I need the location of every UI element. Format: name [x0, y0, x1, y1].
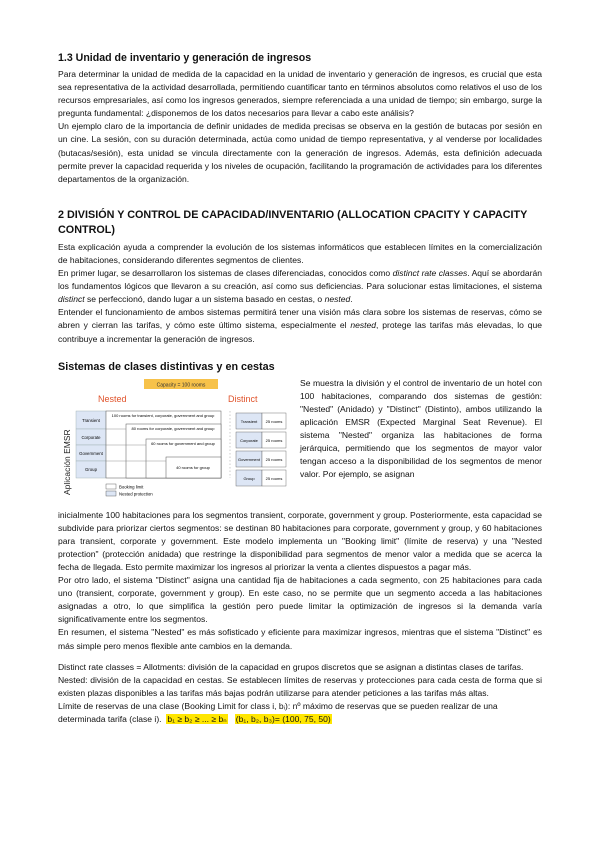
emsr-axis-label: Aplicación EMSR: [62, 428, 72, 495]
section-2-paragraph-2: En primer lugar, se desarrollaron los sistemas de clases diferenciadas, conocidos como distinct rate classes. Aquí se abordarán los fundamentos lógicos que llevaron a su creación, así como sus deficiencias. Para solucionar estas limitaciones, el sistema distinct se perfeccionó, dando lugar a un sistema basado en cestas, o nested.: [58, 268, 543, 305]
right-row-value: 25 rooms: [265, 456, 283, 462]
left-row-label: Government: [79, 450, 103, 456]
left-row-label: Transient: [82, 417, 100, 423]
nested-continuation: inicialmente 100 habitaciones para los segmentos transient, corporate, government y group. Posteriormente, esta capacidad se subdivide para priorizar ciertos segmentos: se destinan 80 habitaciones para corporate, government y group, y 60 habitaciones para transient, corporate y government. Este modelo implementa un "Booking limit" (límite de reserva) y una "Nested protection" (protección anidada) que restringe la disponibilidad para segmentos de menor valor a medida que se acerca la fecha de llegada. Esto permite maximizar los ingresos al priorizar la venta a clientes dispuestos a pagar más.: [58, 509, 542, 572]
left-row-label: Corporate: [81, 434, 101, 440]
right-row-label: Government: [237, 456, 261, 462]
distinct-label: Distinct: [228, 393, 258, 404]
section-1-3-paragraph-1: Para determinar la unidad de medida de la capacidad en la unidad de inventario y generación de ingresos, es crucial que esta sea representativa de la actividad desarrollada, permitiendo cuantificar tanto en términos absolutos como relativos el uso de los recursos empresariales, así como los ingresos generados, siempre referenciada a una unidad de tiempo; sin embargo, surge la pregunta fundamental: ¿disponemos de los datos necesarios para llevar a cabo este análisis?: [58, 69, 542, 119]
document-page: [58, 52, 542, 726]
section-1-3-paragraph-2: Un ejemplo claro de la importancia de definir unidades de medida precisas se observa en la gestión de butacas por sesión en un cine. La sesión, con su duración determinada, actúa como unidad de tiempo representativa, y al venderse por localidades (butacas/sesión), esta unidad se vincula directamente con la generación de ingresos. Además, esta definición adecuada permite prever la capacidad requerida y los niveles de ocupación, facilitando la programación de actividades para los diferentes departamentos de la organización.: [58, 121, 542, 184]
distinct-paragraph: Por otro lado, el sistema "Distinct" asigna una cantidad fija de habitaciones a cada segmento, con 25 habitaciones para cada uno (transient, corporate, government y group). En este caso, no se permite que un segmento acceda a las habitaciones asignadas a otro, lo que simplifica la gestión pero puede limitar la optimización de ingresos si la demanda varía significativamente entre los segmentos.: [58, 575, 542, 625]
nested-protection-legend: Nested protection: [119, 491, 153, 497]
section-2-paragraph-3: Entender el funcionamiento de ambos sistemas permitirá tener una visión más clara sobre los sistemas de reservas, cómo se abren y cierran las tarifas, y cómo este último sistema, especialmente el nested, protege las tarifas más elevadas, lo que contribuye a incrementar la generación de ingresos.: [58, 307, 542, 344]
nested-cell-60: 60 rooms for government and group: [151, 440, 215, 446]
right-row-value: 25 rooms: [265, 437, 283, 443]
figure-description: Se muestra la división y el control de inventario de un hotel con 100 habitaciones, comparando dos sistemas de gestión: "Nested" (Anidado) y "Distinct" (Distinto), ambos utilizando la aplicación EMSR (Expected Marginal Seat Revenue). El sistema "Nested" organiza las habitaciones de forma jerárquica, permitiendo que los segmentos de mayor valor tengan acceso a la disponibilidad de los segmentos de menor valor. Por ejemplo, se asignan: [300, 377, 542, 480]
nested-cell-40: 40 rooms for group: [176, 464, 210, 470]
section-1-3-title: 1.3 Unidad de inventario y generación de ingresos: [58, 52, 312, 64]
definition-booking-limit: Límite de reservas de una clase (Booking Limit for class i, bᵢ): nº máximo de reservas que se pueden realizar de una determinada tarifa (clase i). b₁ ≥ b₂ ≥ ... ≥ bₙ (b₁, b₂, b₃)= (100, 75, 50): [58, 700, 498, 724]
right-row-value: 25 rooms: [265, 418, 283, 424]
right-row-label: Group: [243, 475, 255, 481]
subsection-title: Sistemas de clases distintivas y en cestas: [58, 360, 275, 373]
right-row-value: 25 rooms: [265, 475, 283, 481]
summary-paragraph: En resumen, el sistema "Nested" es más sofisticado y eficiente para maximizar ingresos, mientras que el sistema "Distinct" es más simple pero menos flexible ante cambios en la demanda.: [58, 627, 542, 651]
section-2-paragraph-1: Esta explicación ayuda a comprender la evolución de los sistemas informáticos que establecen límites en la comercialización de habitaciones, considerando diferentes segmentos de clientes.: [58, 241, 542, 265]
definition-nested: Nested: división de la capacidad en cestas. Se establecen límites de reservas y protecciones para cada cesta de forma que si existen plazas disponibles a las tarifas más bajas podrán utilizarse para atender peticiones a las tarifas más altas.: [58, 674, 542, 698]
nested-cell-100: 100 rooms for transient, corporate, government and group: [111, 412, 215, 418]
booking-limit-legend: Booking limit: [119, 484, 144, 490]
nested-cell-80: 80 rooms for corporate, government and group: [131, 425, 215, 431]
right-row-label: Transient: [240, 418, 258, 424]
definition-distinct: Distinct rate classes = Allotments: división de la capacidad en grupos discretos que se asignan a distintas clases de tarifas.: [58, 661, 524, 672]
right-row-label: Corporate: [240, 437, 258, 443]
nested-label: Nested: [98, 393, 127, 404]
left-row-label: Group: [85, 466, 97, 472]
section-2-title: 2 DIVISIÓN Y CONTROL DE CAPACIDAD/INVENTARIO (ALLOCATION CPACITY Y CAPACITY CONTROL): [58, 208, 528, 236]
capacity-label: Capacity = 100 rooms: [156, 382, 206, 389]
nested-vs-distinct-figure: [58, 377, 293, 509]
highlight-example: (b₁, b₂, b₃)= (100, 75, 50): [235, 714, 331, 724]
highlight-inequality: b₁ ≥ b₂ ≥ ... ≥ bₙ: [167, 714, 227, 724]
